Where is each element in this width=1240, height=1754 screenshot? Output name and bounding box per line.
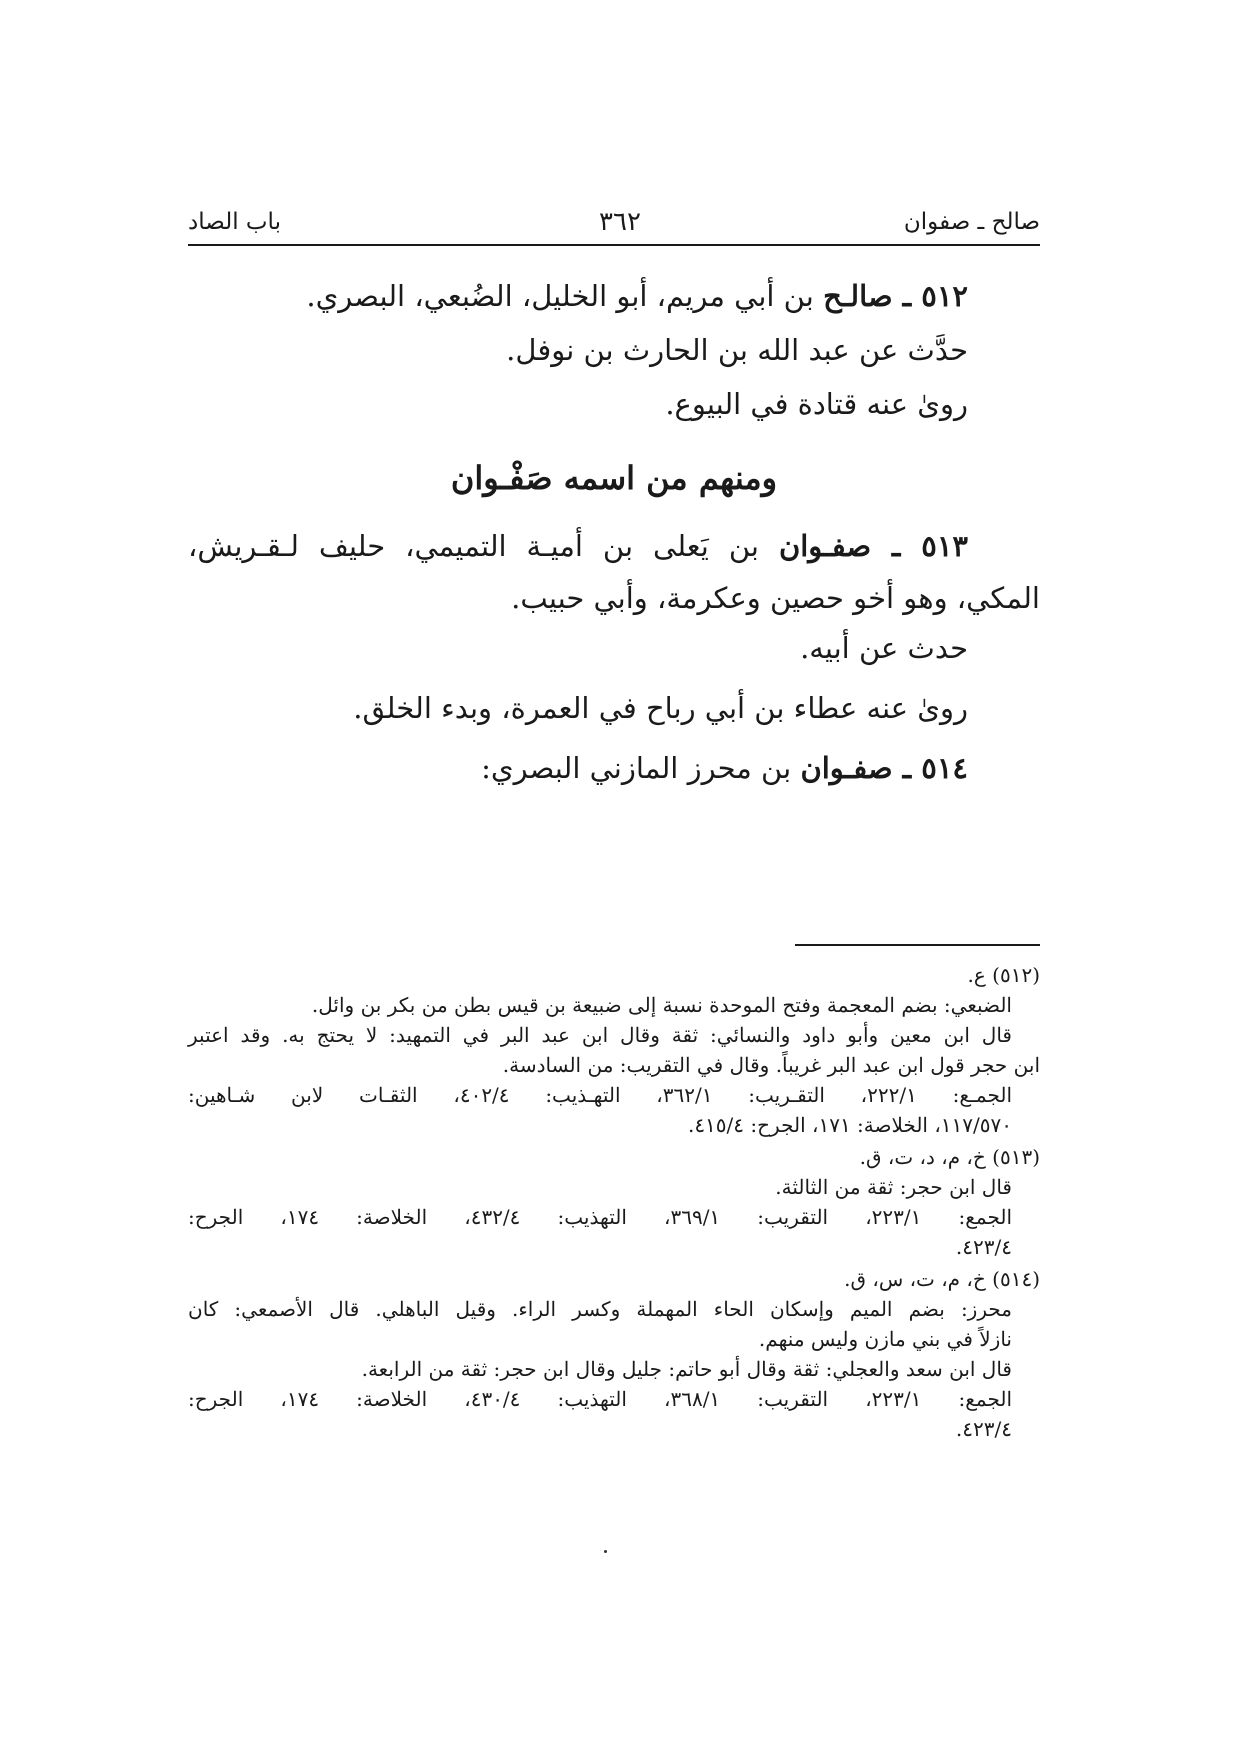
entry-512-line-3: روىٰ عنه قتادة في البيوع.: [665, 387, 968, 421]
footnote-512-line: الجمـع: ٢٢٢/١، التقـريب: ٣٦٢/١، التهـذيب: ٤٠٢/٤، الثقـات لابن شـاهين:: [188, 1083, 1012, 1107]
section-heading: ومنهم من اسمه صَفْـوان: [450, 459, 778, 497]
footnote-512-line: قال ابن معين وأبو داود والنسائي: ثقة وقال ابن عبد البر في التمهيد: لا يحتج به. وقد اعتبر: [188, 1023, 1012, 1047]
entry-text: بن يَعلى بن أميـة التميمي، حليف لـقـريش،: [188, 529, 779, 563]
footnote-514-ref: (٥١٤) خ، م، ت، س، ق.: [844, 1267, 1040, 1291]
entry-513-line-4: روىٰ عنه عطاء بن أبي رباح في العمرة، وبدء الخلق.: [353, 691, 968, 725]
entry-513-line-3: حدث عن أبيه.: [800, 631, 968, 665]
footnote-513-line: قال ابن حجر: ثقة من الثالثة.: [775, 1175, 1012, 1199]
entry-number-name: ٥١٤ ـ صفـوان: [800, 751, 968, 785]
entry-512-line-2: حدَّث عن عبد الله بن الحارث بن نوفل.: [506, 333, 968, 367]
footnote-512-line: الضبعي: بضم المعجمة وفتح الموحدة نسبة إلى ضبيعة بن قيس بطن من بكر بن وائل.: [311, 993, 1012, 1017]
entry-number-name: ٥١٣ ـ صفـوان: [778, 529, 968, 563]
footnote-514-line: قال ابن سعد والعجلي: ثقة وقال أبو حاتم: جليل وقال ابن حجر: ثقة من الرابعة.: [361, 1357, 1012, 1381]
footnote-514-line: ٤٢٣/٤.: [955, 1417, 1012, 1441]
entry-513-title: [188, 522, 968, 570]
entry-text: بن محرز المازني البصري:: [481, 751, 801, 785]
entry-text: بن أبي مريم، أبو الخليل، الضُبعي، البصري.: [306, 279, 824, 313]
footnote-514-line: الجمع: ٢٢٣/١، التقريب: ٣٦٨/١، التهذيب: ٤٣٠/٤، الخلاصة: ١٧٤، الجرح:: [188, 1387, 1013, 1411]
page-number: ٣٦٢: [599, 207, 641, 237]
header-rule: [188, 244, 1040, 246]
footnote-513-ref: (٥١٣) خ، م، د، ت، ق.: [859, 1145, 1040, 1169]
footnote-512-ref: (٥١٢) ع.: [967, 963, 1040, 987]
print-speck: [604, 1550, 607, 1553]
entry-514-title: [481, 744, 968, 792]
entry-number-name: ٥١٢ ـ صالـح: [823, 279, 968, 313]
running-header-chapter: باب الصاد: [188, 209, 281, 235]
footnote-513-line: ٤٢٣/٤.: [955, 1235, 1012, 1259]
running-header-title: صالح ـ صفوان: [903, 209, 1040, 235]
footnote-separator: [795, 944, 1040, 946]
footnote-514-line: محرز: بضم الميم وإسكان الحاء المهملة وكسر الراء. وقيل الباهلي. قال الأصمعي: كان: [188, 1297, 1012, 1321]
footnote-512-line: ١١٧/٥٧٠، الخلاصة: ١٧١، الجرح: ٤١٥/٤.: [687, 1113, 1012, 1137]
footnote-512-line: ابن حجر قول ابن عبد البر غريباً. وقال في التقريب: من السادسة.: [502, 1053, 1040, 1077]
entry-512-title: [306, 272, 968, 320]
footnote-513-line: الجمع: ٢٢٣/١، التقريب: ٣٦٩/١، التهذيب: ٤٣٢/٤، الخلاصة: ١٧٤، الجرح:: [188, 1205, 1013, 1229]
entry-513-line-2: المكي، وهو أخو حصين وعكرمة، وأبي حبيب.: [511, 581, 1040, 615]
footnote-514-line: نازلاً في بني مازن وليس منهم.: [758, 1327, 1012, 1351]
